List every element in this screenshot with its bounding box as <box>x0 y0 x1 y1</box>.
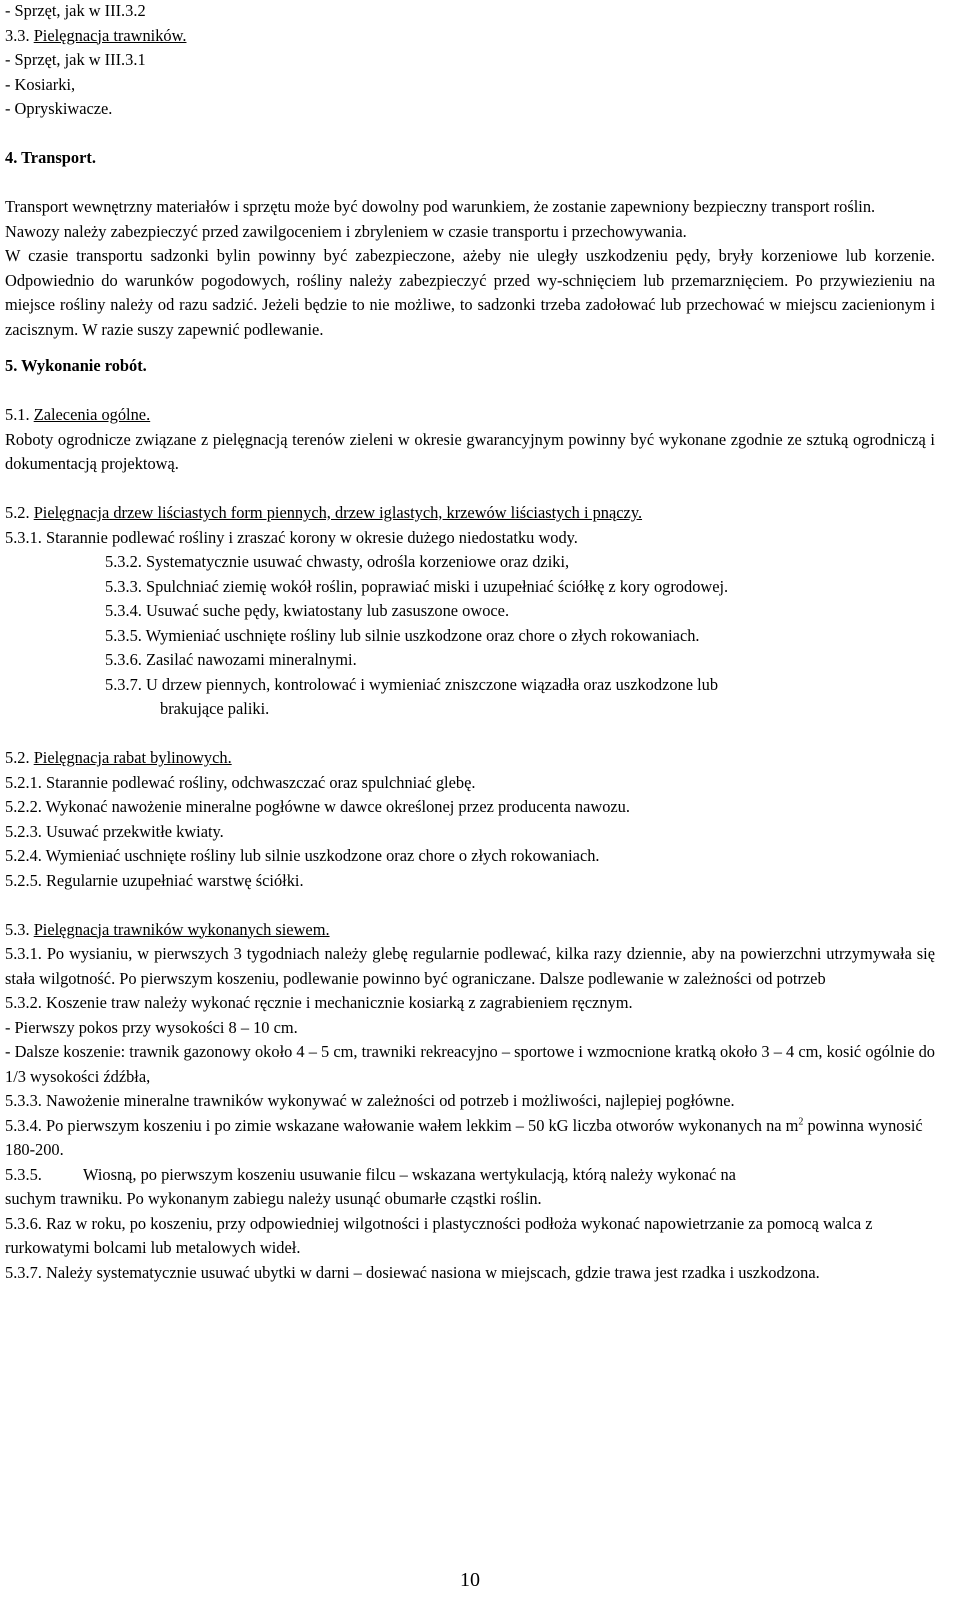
text-line: - Kosiarki, <box>5 74 76 94</box>
paragraph: 5.3.1. Po wysianiu, w pierwszych 3 tygodniach należy glebę regularnie podlewać, kilka razy dziennie, aby na powierzchni utrzymywała się stała wilgotność. Po pierwszym koszeniu, podlewanie powinno być ograniczane. Dalsze podlewanie w zależności od potrzeb <box>5 944 935 988</box>
section-heading: 3.3. Pielęgnacja trawników. <box>5 25 187 45</box>
section-heading: 5.3. Pielęgnacja trawników wykonanych siewem. <box>5 919 330 939</box>
section-heading: 5.2. Pielęgnacja drzew liściastych form piennych, drzew iglastych, krzewów liściastych i pnączy. <box>5 503 643 522</box>
list-item: 5.3.4. Usuwać suche pędy, kwiatostany lub zasuszone owoce. <box>105 601 510 620</box>
list-item: 5.2.5. Regularnie uzupełniać warstwę ściółki. <box>5 870 304 890</box>
paragraph: 5.3.7. Należy systematycznie usuwać ubytki w darni – dosiewać nasiona w miejscach, gdzie trawa jest rzadka i uszkodzona. <box>5 1262 820 1282</box>
section-heading: 5.2. Pielęgnacja rabat bylinowych. <box>5 748 232 767</box>
paragraph: Transport wewnętrzny materiałów i sprzętu może być dowolny pod warunkiem, że zostanie zapewniony bezpieczny transport roślin. <box>5 197 876 216</box>
list-item: 5.2.3. Usuwać przekwitłe kwiaty. <box>5 821 224 841</box>
list-item: 5.2.1. Starannie podlewać rośliny, odchwaszczać oraz spulchniać glebę. <box>5 772 476 792</box>
list-item: - Dalsze koszenie: trawnik gazonowy około 4 – 5 cm, trawniki rekreacyjno – sportowe i wzmocnione kratką około 3 – 4 cm, kosić ogólnie do 1/3 wysokości źdźbła, <box>5 1042 935 1086</box>
text-line: - Sprzęt, jak w III.3.2 <box>5 1 146 20</box>
list-item: 5.3.7. U drzew piennych, kontrolować i wymieniać zniszczone wiązadła oraz uszkodzone lub <box>105 674 719 694</box>
section-heading-transport: 4. Transport. <box>5 148 96 167</box>
text-line: - Sprzęt, jak w III.3.1 <box>5 50 146 69</box>
paragraph: Nawozy należy zabezpieczyć przed zawilgoceniem i zbryleniem w czasie transportu i przechowywania. <box>5 221 687 241</box>
list-item: 5.3.2. Systematycznie usuwać chwasty, odrośla korzeniowe oraz dziki, <box>105 552 570 571</box>
list-item: 5.3.5. Wymieniać uschnięte rośliny lub silnie uszkodzone oraz chore o złych rokowaniach. <box>105 625 700 645</box>
list-item: 5.3.1. Starannie podlewać rośliny i zraszać korony w okresie dużego niedostatku wody. <box>5 527 578 547</box>
list-item: 5.2.2. Wykonać nawożenie mineralne pogłówne w dawce określonej przez producenta nawozu. <box>5 797 630 816</box>
paragraph: Roboty ogrodnicze związane z pielęgnacją terenów zieleni w okresie gwarancyjnym powinny być wykonane zgodnie ze sztuką ogrodniczą i dokumentacją projektową. <box>5 429 935 473</box>
paragraph: W czasie transportu sadzonki bylin powinny być zabezpieczone, ażeby nie uległy uszkodzeniu pędy, bryły korzeniowe lub korzenie. Odpowiednio do warunków pogodowych, rośliny należy zabezpieczyć przed wy-schnięciem lub przemarznięciem. Po przywiezieniu na miejsce rośliny należy od razu sadzić. Jeżeli będzie to nie możliwe, to sadzonki trzeba zadołować lub przechować w miejscu zacienionym i zacisznym. W razie suszy zapewnić podlewanie. <box>5 246 935 339</box>
section-heading: 5.1. Zalecenia ogólne. <box>5 405 151 424</box>
document-page <box>5 0 935 1285</box>
list-item: 5.3.3. Spulchniać ziemię wokół roślin, poprawiać miski i uzupełniać ściółkę z kory ogrodowej. <box>105 576 729 596</box>
list-item-continuation: brakujące paliki. <box>160 699 270 718</box>
paragraph: 5.3.2. Koszenie traw należy wykonać ręcznie i mechanicznie kosiarką z zagrabieniem ręcznym. <box>5 993 633 1012</box>
text-line: - Opryskiwacze. <box>5 99 113 118</box>
paragraph: 5.3.3. Nawożenie mineralne trawników wykonywać w zależności od potrzeb i możliwości, najlepiej pogłówne. <box>5 1091 735 1110</box>
section-heading-wykonanie: 5. Wykonanie robót. <box>5 356 147 375</box>
paragraph-continuation: suchym trawniku. Po wykonanym zabiegu należy usunąć obumarłe cząstki roślin. <box>5 1189 542 1208</box>
paragraph: 5.3.6. Raz w roku, po koszeniu, przy odpowiedniej wilgotności i plastyczności podłoża wykonać napowietrzanie za pomocą walca z rurkowatymi bolcami lub metalowych wideł. <box>5 1213 873 1257</box>
paragraph: 5.3.4. Po pierwszym koszeniu i po zimie wskazane wałowanie wałem lekkim – 50 kG liczba otworów wykonanych na $m^2$ powinna wynosić 180-200. <box>5 1115 923 1159</box>
paragraph: 5.3.5. Wiosną, po pierwszym koszeniu usuwanie filcu – wskazana wertykulacją, którą należy wykonać na <box>5 1164 736 1184</box>
list-item: 5.2.4. Wymieniać uschnięte rośliny lub silnie uszkodzone oraz chore o złych rokowaniach. <box>5 846 600 865</box>
list-item: 5.3.6. Zasilać nawozami mineralnymi. <box>105 650 357 669</box>
list-item: - Pierwszy pokos przy wysokości 8 – 10 cm. <box>5 1017 298 1037</box>
page-number: 10 <box>460 1569 480 1591</box>
